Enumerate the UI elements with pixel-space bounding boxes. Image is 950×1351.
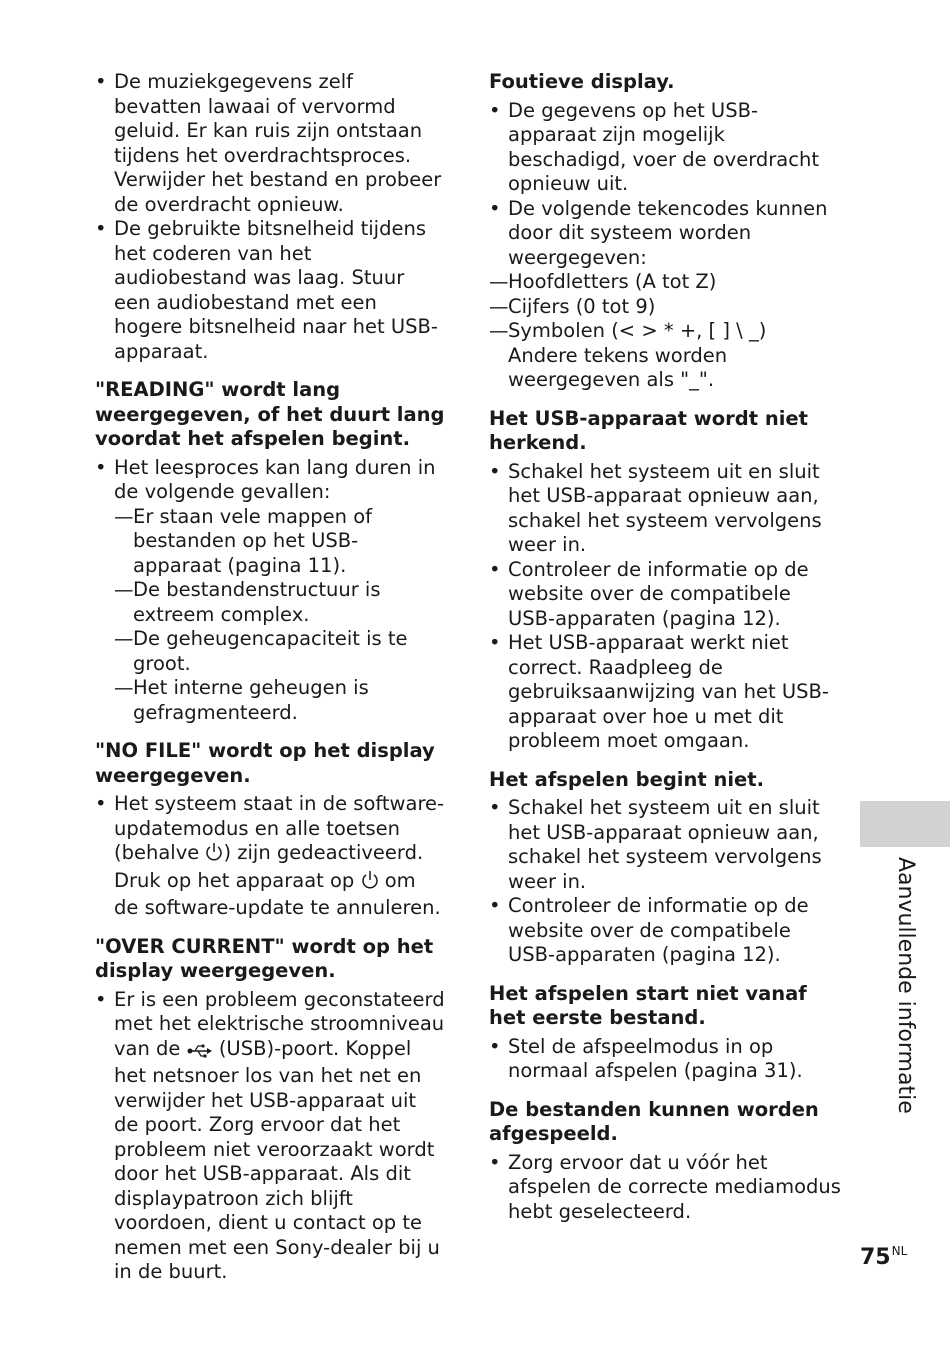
list-item: • De gebruikte bitsnelheid tijdens het coderen van het audiobestand was laag. Stuur een audiobestand met een hogere bitsnelheid naar het USB-apparaat.	[95, 217, 445, 364]
over-current-bullet-list	[95, 988, 445, 1285]
not-recognized-bullet-list	[489, 460, 844, 754]
list-item: • Schakel het systeem uit en sluit het USB-apparaat opnieuw aan, schakel het systeem vervolgens weer in.	[489, 796, 844, 894]
section-heading: De bestanden kunnen worden afgespeeld.	[489, 1097, 819, 1145]
dash-item: — Er staan vele mappen of bestanden op het USB-apparaat (pagina 11).	[114, 505, 445, 579]
side-label-text: Aanvullende informatie	[893, 857, 918, 1114]
text-fragment: Het systeem staat in de software-updatemodus en alle toetsen (behalve	[114, 792, 445, 864]
after-dashes-text: Andere tekens worden weergegeven als "_".	[508, 343, 728, 391]
can-play-section	[489, 1098, 844, 1225]
list-item: • Het USB-apparaat werkt niet correct. Raadpleeg de gebruiksaanwijzing van het USB-apparaat over hoe u met dit probleem moet omgaan.	[489, 631, 844, 754]
list-item: • Controleer de informatie op de website over de compatibele USB-apparaten (pagina 12).	[489, 894, 844, 968]
list-item: • De gegevens op het USB-apparaat zijn mogelijk beschadigd, voer de overdracht opnieuw uit.	[489, 99, 844, 197]
first-file-bullet-list	[489, 1035, 844, 1084]
section-heading: Het afspelen start niet vanaf het eerste bestand.	[489, 981, 807, 1029]
list-item	[489, 197, 844, 393]
list-item	[95, 456, 445, 726]
can-play-bullet-list	[489, 1151, 844, 1225]
section-heading: "OVER CURRENT" wordt op het display weergegeven.	[95, 934, 434, 982]
not-recognized-section	[489, 407, 844, 754]
section-heading: Het afspelen begint niet.	[489, 767, 765, 791]
list-item: • Schakel het systeem uit en sluit het USB-apparaat opnieuw aan, schakel het systeem vervolgens weer in.	[489, 460, 844, 558]
list-item: • Stel de afspeelmodus in op normaal afspelen (pagina 31).	[489, 1035, 844, 1084]
bullet-text: Het leesproces kan lang duren in de volgende gevallen:	[114, 455, 436, 503]
right-column	[489, 70, 844, 1238]
foutieve-section	[489, 70, 844, 393]
intro-section	[95, 70, 445, 364]
side-tab-marker	[860, 801, 950, 847]
dash-item: — Het interne geheugen is gefragmenteerd.	[114, 676, 445, 725]
usb-icon	[187, 1040, 213, 1065]
reading-section	[95, 378, 445, 725]
dash-item: — Cijfers (0 tot 9)	[489, 295, 844, 320]
list-item: • De muziekgegevens zelf bevatten lawaai of vervormd geluid. Er kan ruis zijn ontstaan tijdens het overdrachtsproces. Verwijder het bestand en probeer de overdracht opnieuw.	[95, 70, 445, 217]
list-item	[95, 988, 445, 1285]
list-item	[95, 792, 445, 921]
page-number	[860, 1244, 907, 1270]
foutieve-bullet-list	[489, 99, 844, 393]
left-column	[95, 70, 445, 1299]
first-file-section	[489, 982, 844, 1084]
power-icon	[361, 870, 379, 897]
no-playback-section	[489, 768, 844, 968]
text-fragment: ) zijn gedeactiveerd. Druk op het apparaat op	[114, 841, 424, 892]
text-fragment: om de software-update te annuleren.	[114, 868, 441, 919]
dash-item: — De geheugencapaciteit is te groot.	[114, 627, 445, 676]
charset-dash-list	[489, 270, 844, 344]
intro-bullet-list	[95, 70, 445, 364]
page-number-suffix: NL	[891, 1244, 908, 1258]
dash-item: — Hoofdletters (A tot Z)	[489, 270, 844, 295]
no-file-section	[95, 739, 445, 921]
over-current-section	[95, 935, 445, 1285]
bullet-text: De volgende tekencodes kunnen door dit systeem worden weergegeven:	[508, 196, 828, 269]
dash-item: — Symbolen (< > * +, [ ] \ _)	[489, 319, 844, 344]
dash-item: — De bestandenstructuur is extreem complex.	[114, 578, 445, 627]
section-heading: Het USB-apparaat wordt niet herkend.	[489, 406, 808, 454]
list-item: • Zorg ervoor dat u vóór het afspelen de correcte mediamodus hebt geselecteerd.	[489, 1151, 844, 1225]
text-fragment: Er is een probleem geconstateerd met het elektrische stroomniveau van de	[114, 987, 445, 1060]
text-fragment: (USB)-poort. Koppel het netsnoer los van het net en verwijder het USB-apparaat uit de poort. Zorg ervoor dat het probleem niet veroorzaakt wordt door het USB-apparaat. Als dit displaypatroon zich blijft voordoen, dient u contact op te nemen met een Sony-dealer bij u in de buurt.	[114, 1036, 440, 1283]
section-heading: "READING" wordt lang weergegeven, of het duurt lang voordat het afspelen begint.	[95, 378, 445, 450]
page-number-value: 75	[860, 1245, 891, 1270]
list-item: • Controleer de informatie op de website over de compatibele USB-apparaten (pagina 12).	[489, 558, 844, 632]
section-heading: Foutieve display.	[489, 70, 675, 93]
no-playback-bullet-list	[489, 796, 844, 968]
side-label	[890, 857, 920, 1122]
section-heading: "NO FILE" wordt op het display weergegeven.	[95, 739, 435, 787]
reading-bullet-list	[95, 456, 445, 726]
reading-dash-list	[114, 505, 445, 726]
no-file-bullet-list	[95, 792, 445, 921]
power-icon	[205, 842, 223, 869]
